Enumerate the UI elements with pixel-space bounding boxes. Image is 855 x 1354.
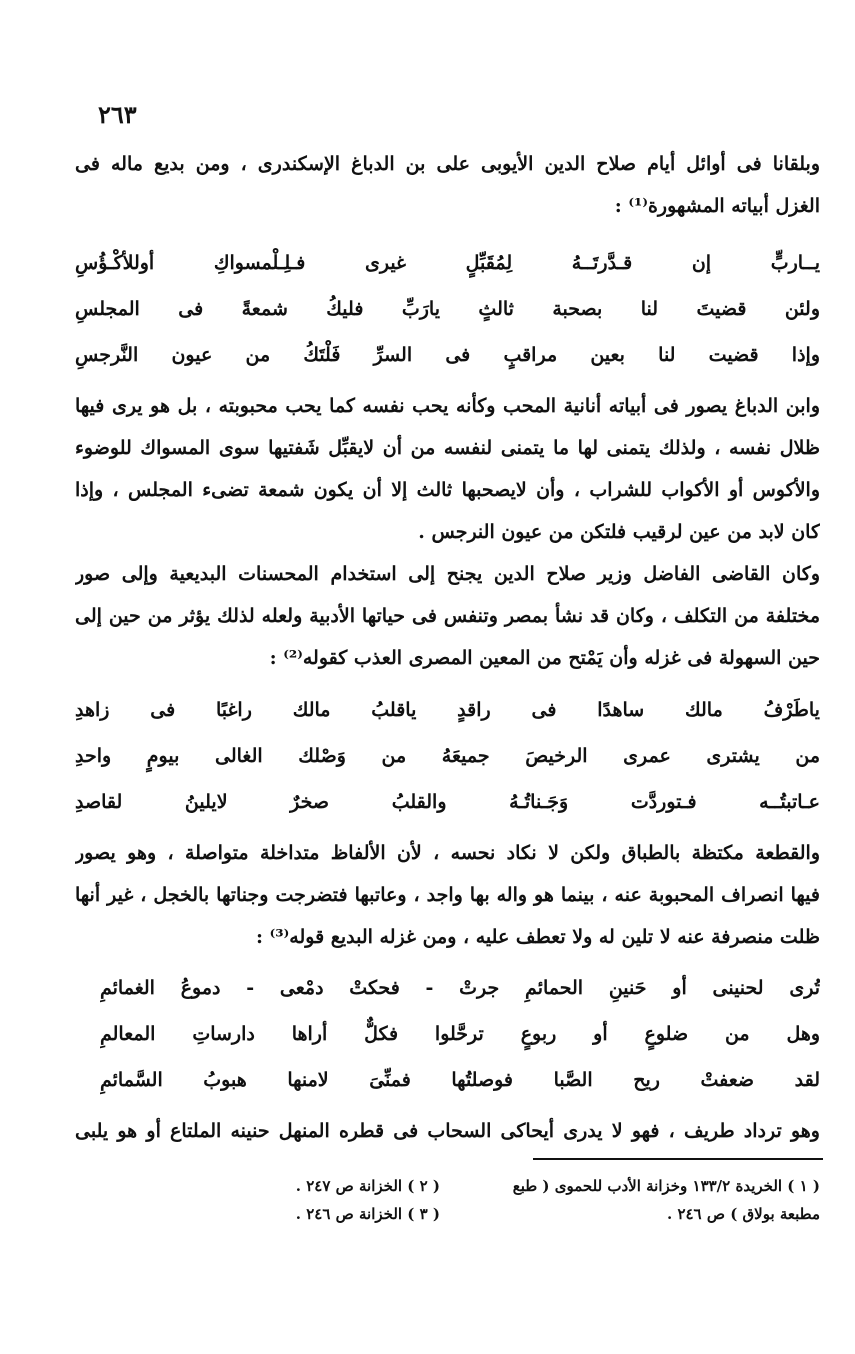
verse-word: فمنِّىَ	[369, 1069, 411, 1091]
verse-word: مالك	[684, 699, 723, 721]
verse-word: يــاربٍّ	[770, 252, 820, 274]
verse-word: لنا	[658, 344, 676, 366]
verse-word: ربوعٍ	[520, 1023, 557, 1045]
verse-word: جرتْ	[459, 977, 500, 999]
verse-word: قـدَّرتَــهُ	[571, 252, 633, 274]
verse-word: عـاتبتُــه	[759, 791, 820, 813]
text-line: وكان القاضى الفاضل وزير صلاح الدين يجنح إلى استخدام المحسنات البديعية وإلى صور	[75, 563, 820, 585]
verse-word: جميعَهُ	[441, 745, 490, 767]
verse-word: بصحبة	[552, 298, 603, 320]
text-line: ظلال نفسه ، ولذلك يتمنى لها ما يتمنى لنفسه من أن لايقبِّل شَفتيها سوى المسواك للوضوء	[75, 437, 820, 459]
text-line: والقطعة مكتظة بالطباق ولكن لا نكاد نحسه ، لأن الألفاظ متداخلة متواصلة ، وهو يصور	[75, 842, 820, 864]
verse-word: قضيت	[708, 344, 759, 366]
verse-line	[100, 1057, 820, 1103]
verse-word: الغالى	[215, 745, 263, 767]
verse-word: أو	[593, 1023, 608, 1045]
poem-ibn-aldabbagh	[75, 240, 820, 378]
text-line: وابن الدباغ يصور فى أبياته أنانية المحب وكأنه يحب نفسه كما يحب محبوبته ، بل هو يرى فيها	[75, 395, 820, 417]
verse-word: فليكُ	[326, 298, 364, 320]
verse-word: والقلبُ	[391, 791, 447, 813]
footnote-3: ( ٣ ) الخزانة ص ٢٤٦ .	[295, 1205, 440, 1223]
verse-word: أو	[672, 977, 687, 999]
paragraph-intro	[75, 143, 820, 227]
verse-word: ضلوعٍ	[644, 1023, 689, 1045]
verse-word: لايلينُ	[184, 791, 228, 813]
paragraph-tibaq	[75, 832, 820, 958]
verse-word: ضعفتْ	[700, 1069, 755, 1091]
verse-line	[100, 1011, 820, 1057]
verse-word: بيومٍ	[146, 745, 180, 767]
verse-word: وإذا	[791, 344, 820, 366]
verse-word: -	[425, 977, 434, 999]
verse-word: وَجَـناتُـهُ	[509, 791, 569, 813]
verse-word: ولئن	[784, 298, 820, 320]
footnotes-right-column	[490, 1172, 820, 1228]
verse-word: فحكتْ	[349, 977, 400, 999]
verse-word: الغمائمِ	[100, 977, 155, 999]
verse-word: فى	[150, 699, 176, 721]
verse-word: السَّمائمِ	[100, 1069, 163, 1091]
footnote-1: ( ١ ) الخريدة ١٣٣/٢ وخزانة الأدب للحموى ( طبع	[512, 1177, 820, 1195]
verse-word: فى	[531, 699, 557, 721]
verse-word: فى	[178, 298, 204, 320]
poem-qadi-fadil-1	[75, 687, 820, 825]
text-line: والأكوس أو الأكواب للشراب ، وأن لايصحبها ثالث إلا أن يكون شمعة تضىء المجلس ، وإذا	[75, 479, 820, 501]
verse-word: دارساتِ	[192, 1023, 255, 1045]
verse-word: السرِّ	[373, 344, 413, 366]
footnotes-left-column	[140, 1172, 440, 1228]
text-line: فيها انصراف المحبوبة عنه ، بينما هو واله بها واجد ، وعاتبها فتضرجت وجناتها بالخجل ، غير أنها	[75, 884, 820, 906]
verse-word: فـتوردَّت	[630, 791, 697, 813]
footnote-1-cont: مطبعة بولاق ) ص ٢٤٦ .	[666, 1205, 820, 1223]
verse-word: بعين	[590, 344, 625, 366]
verse-word: فى	[445, 344, 471, 366]
verse-line	[75, 733, 820, 779]
verse-word: مالك	[292, 699, 331, 721]
verse-word: غيرى	[364, 252, 406, 274]
verse-line	[75, 240, 820, 286]
verse-line	[75, 286, 820, 332]
verse-line	[75, 332, 820, 378]
verse-word: لقد	[794, 1069, 820, 1091]
page-number: ٢٦٣	[98, 100, 137, 129]
paragraph-analysis	[75, 385, 820, 553]
verse-word: الرخيصَ	[525, 745, 588, 767]
verse-word: تُرى	[789, 977, 820, 999]
verse-word: دموعُ	[180, 977, 221, 999]
paragraph-closing	[75, 1110, 820, 1152]
verse-word: قضيتَ	[696, 298, 747, 320]
footnote-2: ( ٢ ) الخزانة ص ٢٤٧ .	[295, 1177, 440, 1195]
verse-word: أراها	[291, 1023, 328, 1045]
verse-word: ساهدًا	[597, 699, 645, 721]
verse-word: المجلسِ	[75, 298, 140, 320]
verse-word: فَلْتَكُ	[303, 344, 341, 366]
verse-line	[75, 687, 820, 733]
verse-word: مراقبٍ	[503, 344, 558, 366]
verse-word: من	[795, 745, 820, 767]
verse-word: فـلِـلْمسواكِ	[213, 252, 306, 274]
verse-word: من	[724, 1023, 750, 1045]
verse-word: زاهدِ	[75, 699, 110, 721]
verse-word: ياقلبُ	[371, 699, 417, 721]
verse-word: من	[381, 745, 407, 767]
text-line: وهو ترداد طريف ، فهو لا يدرى أيحاكى السحاب فى قطره المنهل حنينه الملتاع أو هو يلبى	[75, 1120, 820, 1142]
verse-word: ياطَرْفُ	[763, 699, 820, 721]
verse-word: هبوبُ	[203, 1069, 247, 1091]
verse-word: عمرى	[623, 745, 671, 767]
verse-word: ريح	[633, 1069, 660, 1091]
verse-word: لِمُقَبِّلٍ	[465, 252, 513, 274]
verse-word: ثالثٍ	[478, 298, 514, 320]
verse-word: ترحَّلوا	[434, 1023, 484, 1045]
verse-word: لامنها	[287, 1069, 329, 1091]
text-line: حين السهولة فى غزله وأن يَمْتح من المعين المصرى العذب كقوله⁽²⁾ :	[269, 647, 820, 669]
verse-line	[100, 965, 820, 1011]
verse-line	[75, 779, 820, 825]
verse-word: وهل	[786, 1023, 820, 1045]
text-line: كان لابد من عين لرقيب فلتكن من عيون النرجس .	[418, 521, 820, 543]
verse-word: عيون	[171, 344, 213, 366]
verse-word: راغبًا	[215, 699, 252, 721]
verse-word: النَّرجسِ	[75, 344, 139, 366]
verse-word: أوللأكْـؤُسِ	[75, 252, 155, 274]
footnote-rule	[533, 1158, 823, 1160]
poem-qadi-fadil-2	[100, 965, 820, 1103]
verse-word: إن	[691, 252, 712, 274]
verse-word: وَصْلك	[298, 745, 346, 767]
text-line: وبلقانا فى أوائل أيام صلاح الدين الأيوبى على بن الدباغ الإسكندرى ، ومن بديع ماله فى	[75, 153, 820, 175]
verse-word: -	[246, 977, 255, 999]
verse-word: المعالمِ	[100, 1023, 156, 1045]
verse-word: فكلٌّ	[364, 1023, 399, 1045]
text-line: الغزل أبياته المشهورة⁽¹⁾ :	[614, 195, 820, 217]
verse-word: الصَّبا	[553, 1069, 593, 1091]
verse-word: لحنينى	[712, 977, 764, 999]
verse-word: فوصلتُها	[451, 1069, 513, 1091]
verse-word: حَنينِ	[608, 977, 647, 999]
verse-word: يشترى	[706, 745, 760, 767]
verse-word: يارَبِّ	[401, 298, 440, 320]
verse-word: لنا	[640, 298, 659, 320]
verse-word: صخرٌ	[290, 791, 330, 813]
verse-word: دمْعى	[279, 977, 324, 999]
text-line: مختلفة من التكلف ، وكان قد نشأ بمصر وتنفس فى حياتها الأدبية ولعله لذلك يؤثر من حين إلى	[75, 605, 820, 627]
verse-word: واحدِ	[75, 745, 112, 767]
verse-word: شمعةً	[241, 298, 288, 320]
verse-word: الحمائمِ	[525, 977, 584, 999]
verse-word: من	[245, 344, 271, 366]
text-line: ظلت منصرفة عنه لا تلين له ولا تعطف عليه ، ومن غزله البديع قوله⁽³⁾ :	[256, 926, 820, 948]
paragraph-qadi-fadil	[75, 553, 820, 679]
verse-word: راقدٍ	[457, 699, 491, 721]
verse-word: لقاصدِ	[75, 791, 123, 813]
